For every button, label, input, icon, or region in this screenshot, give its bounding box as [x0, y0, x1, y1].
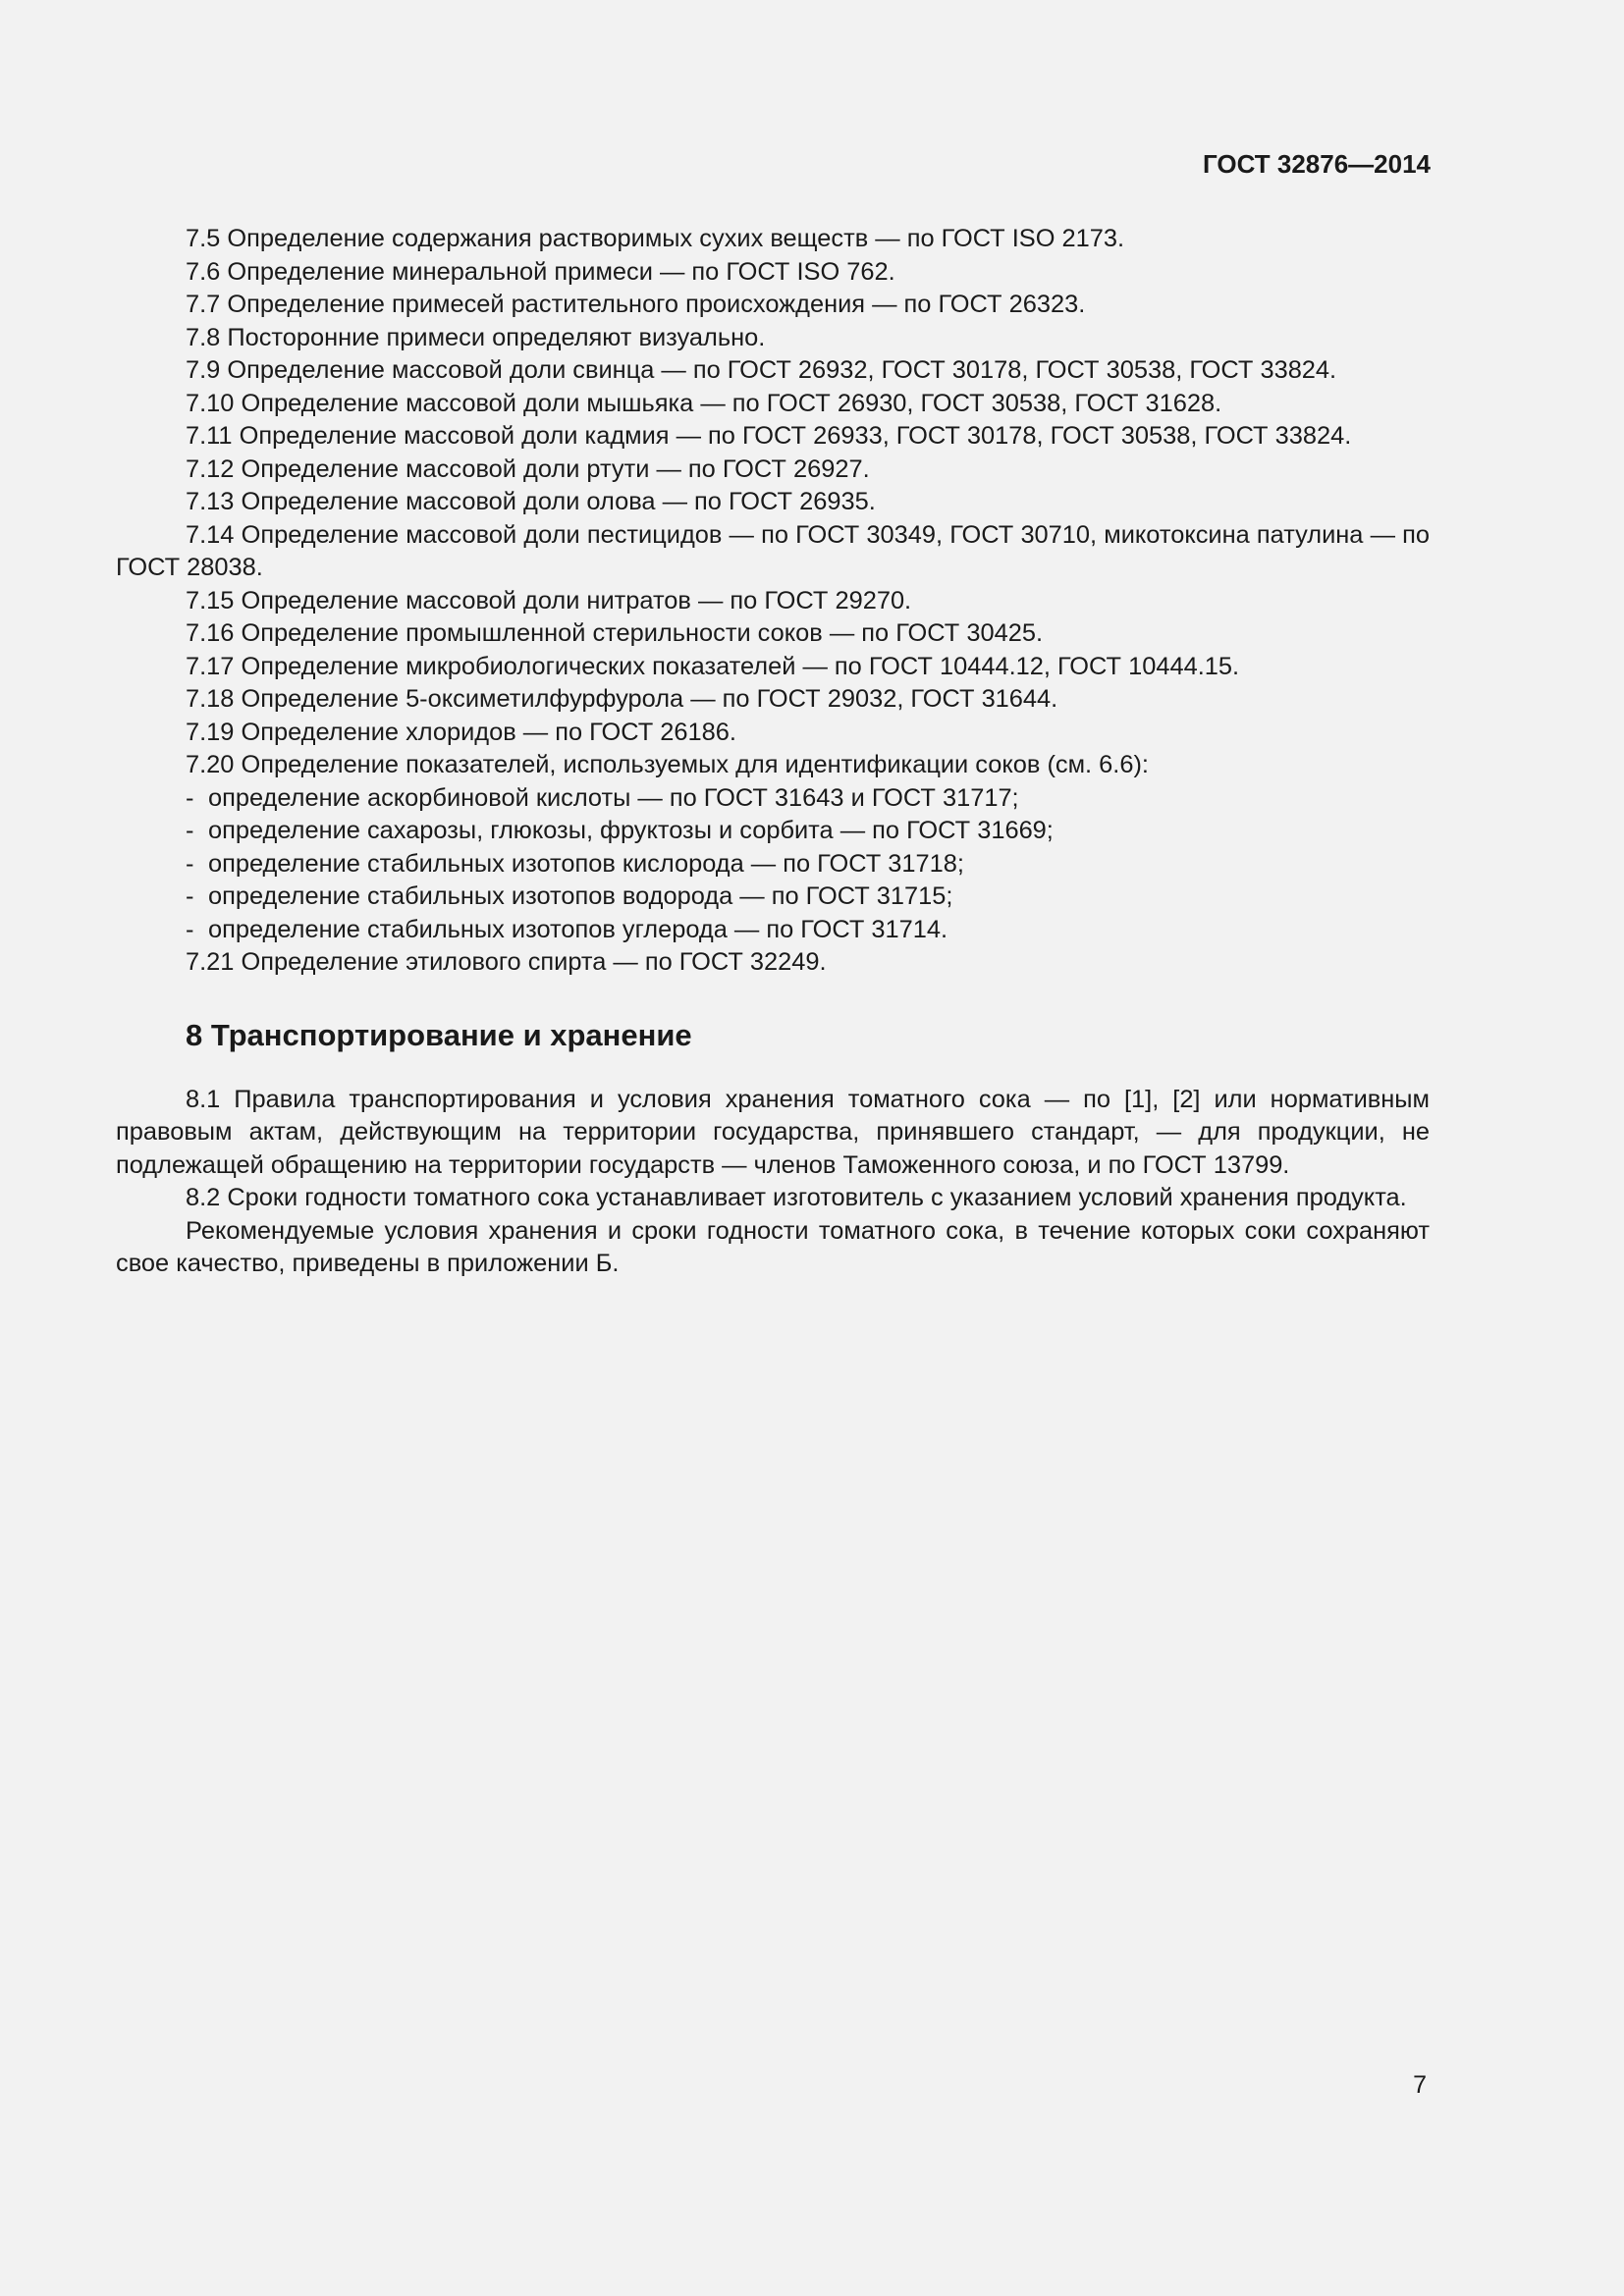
list-item-text: определение стабильных изотопов водорода — по ГОСТ 31715; — [208, 882, 953, 910]
list-item-text: определение стабильных изотопов кислорода — по ГОСТ 31718; — [208, 849, 964, 878]
document-code: ГОСТ 32876—2014 — [1203, 149, 1431, 179]
dash-marker: - — [186, 783, 194, 812]
clause-7-7: 7.7 Определение примесей растительного происхождения — по ГОСТ 26323. — [186, 291, 1086, 318]
clause-7-6: 7.6 Определение минеральной примеси — по ГОСТ ISO 762. — [186, 257, 895, 286]
clause-7-21: 7.21 Определение этилового спирта — по ГОСТ 32249. — [186, 948, 827, 976]
page-content — [116, 223, 1430, 1281]
page-number: 7 — [1413, 2071, 1427, 2099]
clause-7-16: 7.16 Определение промышленной стерильности соков — по ГОСТ 30425. — [186, 619, 1044, 647]
dash-marker: - — [186, 915, 194, 943]
clause-7-17: 7.17 Определение микробиологических показателей — по ГОСТ 10444.12, ГОСТ 10444.15. — [186, 652, 1240, 680]
clause-7-14: 7.14 Определение массовой доли пестицидов — по ГОСТ 30349, ГОСТ 30710, микотоксина патулина — по ГОСТ 28038. — [116, 520, 1430, 581]
clause-7-12: 7.12 Определение массовой доли ртути — по ГОСТ 26927. — [186, 454, 870, 483]
clause-7-20: 7.20 Определение показателей, используемых для идентификации соков (см. 6.6): — [186, 751, 1149, 778]
clause-7-18: 7.18 Определение 5-оксиметилфурфурола — по ГОСТ 29032, ГОСТ 31644. — [186, 685, 1058, 713]
clause-7-13: 7.13 Определение массовой доли олова — по ГОСТ 26935. — [186, 488, 876, 515]
dash-marker: - — [186, 849, 194, 878]
list-item — [116, 815, 1430, 848]
list-item-text: определение аскорбиновой кислоты — по ГОСТ 31643 и ГОСТ 31717; — [208, 783, 1019, 812]
clause-7-10: 7.10 Определение массовой доли мышьяка — по ГОСТ 26930, ГОСТ 30538, ГОСТ 31628. — [186, 389, 1222, 417]
list-item — [116, 881, 1430, 914]
clause-7-9: 7.9 Определение массовой доли свинца — по ГОСТ 26932, ГОСТ 30178, ГОСТ 30538, ГОСТ 33824. — [186, 356, 1337, 384]
clause-8-1: 8.1 Правила транспортирования и условия хранения томатного сока — по [1], [2] или нормативным правовым актам, действующим на территории государства, принявшего стандарт, — для продукции, не подлежащей обращению на территории государств — членов Таможенного союза, и по ГОСТ 13799. — [116, 1085, 1430, 1179]
clause-7-19: 7.19 Определение хлоридов — по ГОСТ 26186. — [186, 718, 736, 746]
list-item — [116, 848, 1430, 881]
list-item — [116, 914, 1430, 947]
clause-7-11: 7.11 Определение массовой доли кадмия — по ГОСТ 26933, ГОСТ 30178, ГОСТ 30538, ГОСТ 33824. — [186, 422, 1352, 450]
dash-marker: - — [186, 882, 194, 910]
list-item-text: определение стабильных изотопов углерода — по ГОСТ 31714. — [208, 915, 948, 943]
storage-recommendation: Рекомендуемые условия хранения и сроки годности томатного сока, в течение которых соки сохраняют свое качество, приведены в приложении Б. — [116, 1216, 1430, 1277]
clause-7-15: 7.15 Определение массовой доли нитратов — по ГОСТ 29270. — [186, 586, 912, 614]
clause-8-2: 8.2 Сроки годности томатного сока устанавливает изготовитель с указанием условий хранения продукта. — [186, 1184, 1407, 1211]
clause-7-5: 7.5 Определение содержания растворимых сухих веществ — по ГОСТ ISO 2173. — [186, 225, 1125, 252]
list-item — [116, 782, 1430, 816]
list-item-text: определение сахарозы, глюкозы, фруктозы и сорбита — по ГОСТ 31669; — [208, 817, 1054, 844]
section-heading: 8 Транспортирование и хранение — [186, 1017, 692, 1052]
clause-7-8: 7.8 Посторонние примеси определяют визуально. — [186, 323, 766, 351]
dash-marker: - — [186, 817, 194, 844]
